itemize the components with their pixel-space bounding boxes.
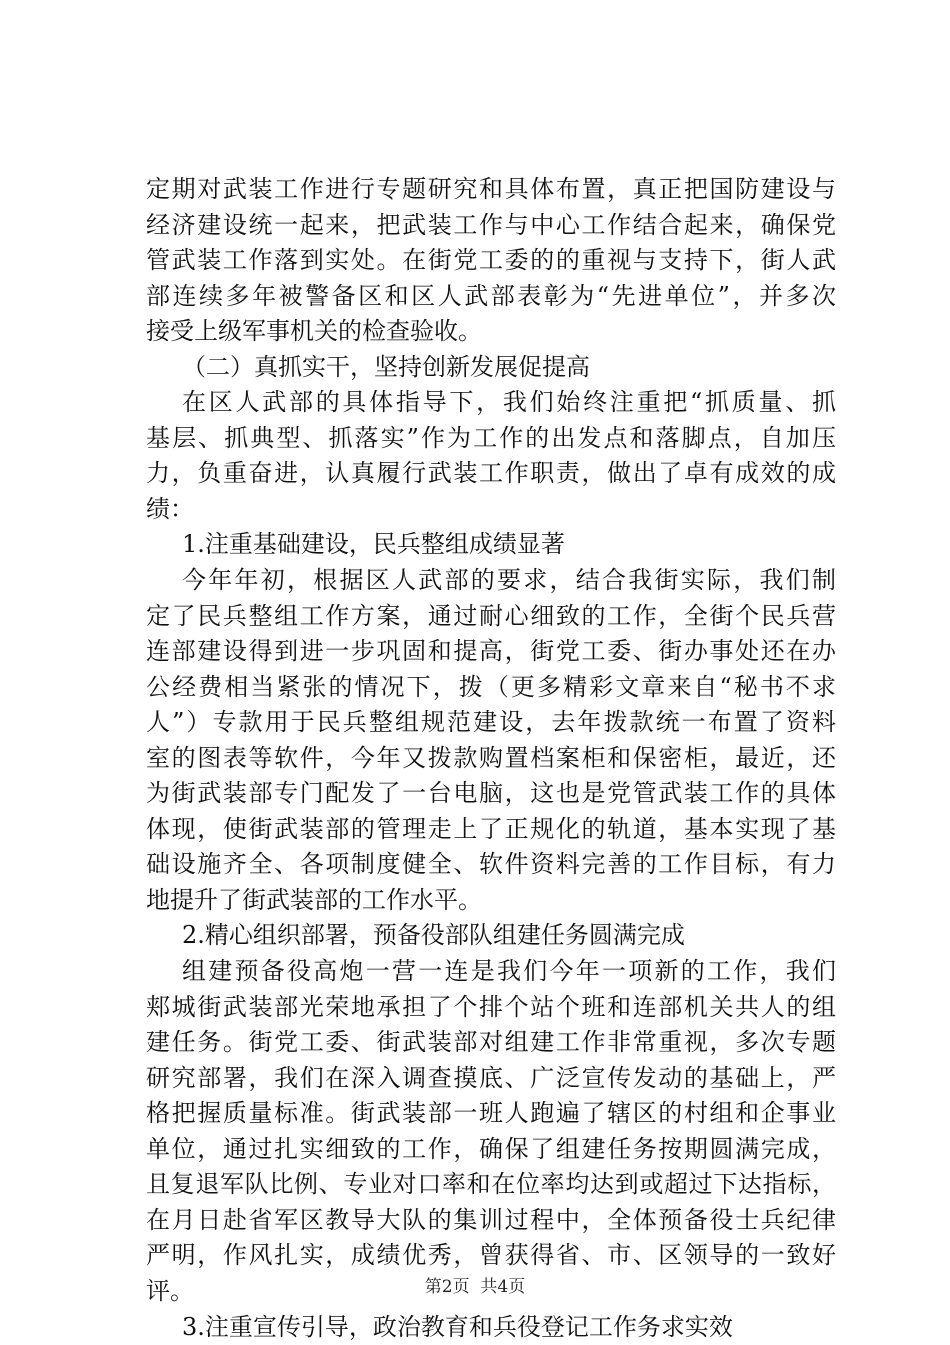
paragraph-line: 且复退军队比例、专业对口率和在位率均达到或超过下达指标，	[146, 1167, 836, 1203]
paragraph-line: 建任务。街党工委、街武装部对组建工作非常重视，多次专题	[146, 1025, 836, 1061]
section-heading: 1.注重基础建设，民兵整组成绩显著	[146, 527, 836, 563]
paragraph-line: 在月日赴省军区教导大队的集训过程中，全体预备役士兵纪律	[146, 1203, 836, 1239]
paragraph-line: 础设施齐全、各项制度健全、软件资料完善的工作目标，有力	[146, 847, 836, 883]
paragraph-line: 连部建设得到进一步巩固和提高，街党工委、街办事处还在办	[146, 634, 836, 670]
page-footer: 第2页 共4页	[0, 1272, 950, 1297]
paragraph-line: 定了民兵整组工作方案，通过耐心细致的工作，全街个民兵营	[146, 599, 836, 635]
paragraph-line: 严明，作风扎实，成绩优秀，曾获得省、市、区领导的一致好	[146, 1238, 836, 1274]
paragraph-line: 经济建设统一起来，把武装工作与中心工作结合起来，确保党	[146, 208, 836, 244]
paragraph-line: 组建预备役高炮一营一连是我们今年一项新的工作，我们	[146, 954, 836, 990]
paragraph-line: 定期对武装工作进行专题研究和具体布置，真正把国防建设与	[146, 172, 836, 208]
paragraph-line: 力，负重奋进，认真履行武装工作职责，做出了卓有成效的成	[146, 456, 836, 492]
paragraph-line: 管武装工作落到实处。在街党工委的的重视与支持下，街人武	[146, 243, 836, 279]
paragraph-line: 人”）专款用于民兵整组规范建设，去年拨款统一布置了资料	[146, 705, 836, 741]
paragraph-line: 单位，通过扎实细致的工作，确保了组建任务按期圆满完成，	[146, 1132, 836, 1168]
paragraph-line: 为街武装部专门配发了一台电脑，这也是党管武装工作的具体	[146, 776, 836, 812]
section-heading: 2.精心组织部署，预备役部队组建任务圆满完成	[146, 918, 836, 954]
paragraph-line: 在区人武部的具体指导下，我们始终注重把“抓质量、抓	[146, 385, 836, 421]
paragraph-line: 评。	[146, 1274, 836, 1310]
paragraph-line: 接受上级军事机关的检查验收。	[146, 314, 836, 350]
paragraph-line: 今年年初，根据区人武部的要求，结合我街实际，我们制	[146, 563, 836, 599]
section-heading: （二）真抓实干，坚持创新发展促提高	[146, 350, 836, 386]
paragraph-line: 部连续多年被警备区和区人武部表彰为“先进单位”，并多次	[146, 279, 836, 315]
paragraph-line: 室的图表等软件，今年又拨款购置档案柜和保密柜，最近，还	[146, 741, 836, 777]
paragraph-line: 公经费相当紧张的情况下，拨（更多精彩文章来自“秘书不求	[146, 670, 836, 706]
paragraph-line: 郏城街武装部光荣地承担了个排个站个班和连部机关共人的组	[146, 990, 836, 1026]
paragraph-line: 绩：	[146, 492, 836, 528]
paragraph-line: 基层、抓典型、抓落实”作为工作的出发点和落脚点，自加压	[146, 421, 836, 457]
document-body	[146, 172, 836, 1345]
paragraph-line: 体现，使街武装部的管理走上了正规化的轨道，基本实现了基	[146, 812, 836, 848]
paragraph-line: 研究部署，我们在深入调查摸底、广泛宣传发动的基础上，严	[146, 1061, 836, 1097]
section-heading: 3.注重宣传引导，政治教育和兵役登记工作务求实效	[146, 1310, 836, 1345]
paragraph-line: 格把握质量标准。街武装部一班人跑遍了辖区的村组和企事业	[146, 1096, 836, 1132]
paragraph-line: 地提升了街武装部的工作水平。	[146, 883, 836, 919]
